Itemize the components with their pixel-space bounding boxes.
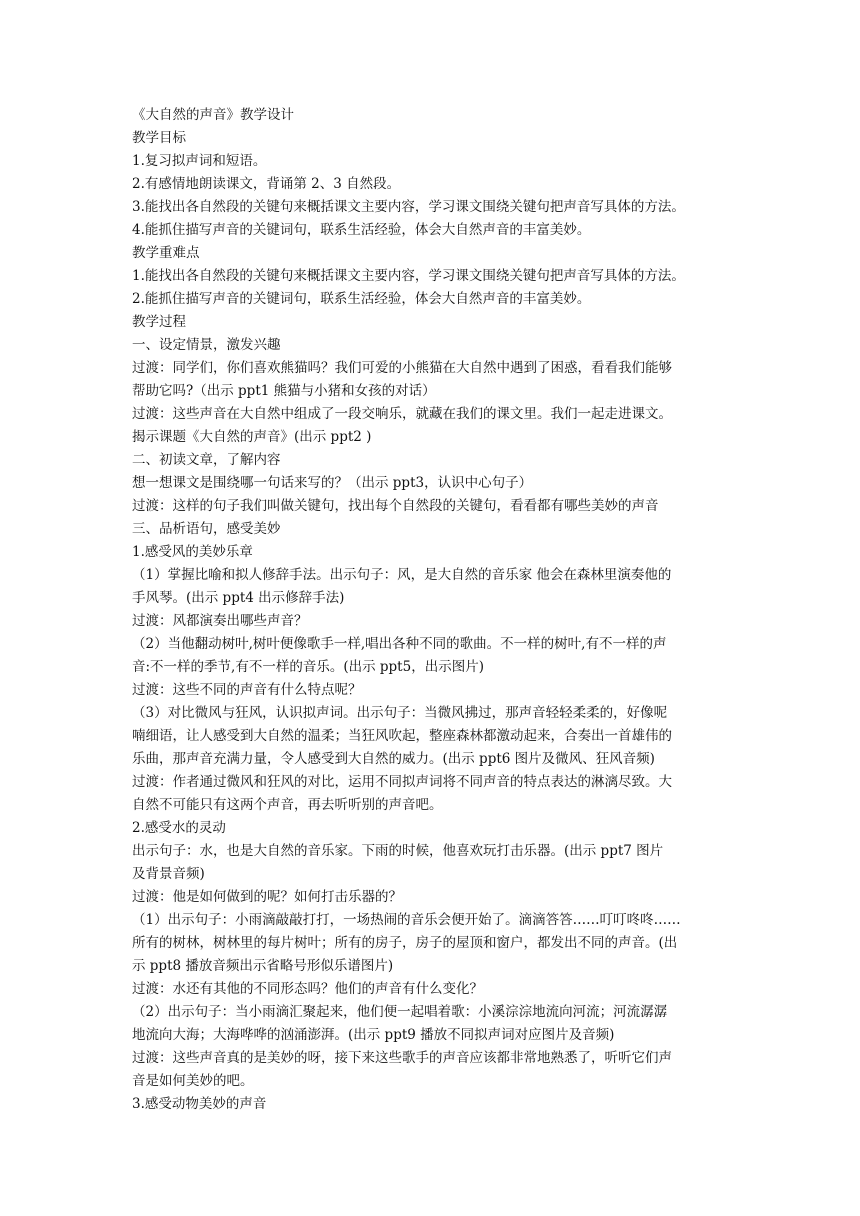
text-line: 手风琴。(出示 ppt4 出示修辞手法): [132, 590, 345, 606]
section-heading: 教学过程: [132, 314, 186, 330]
text-line: 2.有感情地朗读课文，背诵第 2、3 自然段。: [132, 176, 401, 192]
subsection-heading: 一、设定情景，激发兴趣: [132, 337, 281, 353]
text-line: 1.复习拟声词和短语。: [132, 153, 267, 169]
text-line: 1.感受风的美妙乐章: [132, 544, 253, 560]
text-line: 过渡：他是如何做到的呢？如何打击乐器的？: [132, 889, 402, 905]
text-line: 过渡：同学们，你们喜欢熊猫吗？我们可爱的小熊猫在大自然中遇到了困惑，看看我们能够: [132, 360, 672, 376]
text-line: 过渡：作者通过微风和狂风的对比，运用不同拟声词将不同声音的特点表达的淋漓尽致。大: [132, 774, 672, 790]
text-line: 1.能找出各自然段的关键句来概括课文主要内容，学习课文围绕关键句把声音写具体的方法。: [132, 268, 685, 284]
text-line: 及背景音频): [132, 866, 205, 882]
text-line: 过渡：风都演奏出哪些声音？: [132, 613, 308, 629]
text-line: 音是如何美妙的吧。: [132, 1073, 254, 1089]
document-body: [132, 104, 742, 1116]
text-line: 揭示课题《大自然的声音》(出示 ppt2 ): [132, 429, 372, 445]
text-line: 3.能找出各自然段的关键句来概括课文主要内容，学习课文围绕关键句把声音写具体的方法。: [132, 199, 685, 215]
text-line: 2.感受水的灵动: [132, 820, 226, 836]
text-line: （2）当他翻动树叶,树叶便像歌手一样,唱出各种不同的歌曲。不一样的树叶,有不一样的声: [132, 636, 667, 652]
subsection-heading: 二、初读文章，了解内容: [132, 452, 281, 468]
text-line: 过渡：水还有其他的不同形态吗？他们的声音有什么变化？: [132, 981, 483, 997]
text-line: 所有的树林，树林里的每片树叶；所有的房子，房子的屋顶和窗户，都发出不同的声音。(出: [132, 935, 678, 951]
text-line: （1）掌握比喻和拟人修辞手法。出示句子：风，是大自然的音乐家 他会在森林里演奏他的: [132, 567, 672, 583]
text-line: 过渡：这些声音在大自然中组成了一段交响乐，就藏在我们的课文里。我们一起走进课文。: [132, 406, 672, 422]
document-title: 《大自然的声音》教学设计: [132, 107, 294, 123]
text-line: 4.能抓住描写声音的关键词句，联系生活经验，体会大自然声音的丰富美妙。: [132, 222, 591, 238]
text-line: 3.感受动物美妙的声音: [132, 1096, 267, 1112]
text-line: 出示句子：水，也是大自然的音乐家。下雨的时候，他喜欢玩打击乐器。(出示 ppt7 图片: [132, 843, 664, 859]
text-line: 过渡：这些不同的声音有什么特点呢？: [132, 682, 362, 698]
text-line: 2.能抓住描写声音的关键词句，联系生活经验，体会大自然声音的丰富美妙。: [132, 291, 591, 307]
text-line: 过渡：这样的句子我们叫做关键句，找出每个自然段的关键句，看看都有哪些美妙的声音: [132, 498, 659, 514]
text-line: 过渡：这些声音真的是美妙的呀，接下来这些歌手的声音应该都非常地熟悉了，听听它们声: [132, 1050, 672, 1066]
section-heading: 教学重难点: [132, 245, 200, 261]
text-line: 乐曲，那声音充满力量，令人感受到大自然的威力。(出示 ppt6 图片及微风、狂风音频): [132, 751, 655, 767]
text-line: 喃细语，让人感受到大自然的温柔；当狂风吹起，整座森林都激动起来，合奏出一首雄伟的: [132, 728, 672, 744]
text-line: 想一想课文是围绕哪一句话来写的？（出示 ppt3，认识中心句子）: [132, 475, 533, 491]
text-line: 自然不可能只有这两个声音，再去听听别的声音吧。: [132, 797, 443, 813]
text-line: （1）出示句子：小雨滴敲敲打打，一场热闹的音乐会便开始了。滴滴答答……叮叮咚咚……: [132, 912, 681, 928]
subsection-heading: 三、品析语句，感受美妙: [132, 521, 281, 537]
text-line: （3）对比微风与狂风，认识拟声词。出示句子：当微风拂过，那声音轻轻柔柔的，好像呢: [132, 705, 668, 721]
text-line: （2）出示句子：当小雨滴汇聚起来，他们便一起唱着歌：小溪淙淙地流向河流；河流潺潺: [132, 1004, 668, 1020]
text-line: 帮助它吗?（出示 ppt1 熊猫与小猪和女孩的对话）: [132, 383, 436, 399]
text-line: 地流向大海；大海哗哗的汹涌澎湃。(出示 ppt9 播放不同拟声词对应图片及音频): [132, 1027, 615, 1043]
text-line: 示 ppt8 播放音频出示省略号形似乐谱图片): [132, 958, 394, 974]
text-line: 音:不一样的季节,有不一样的音乐。(出示 ppt5，出示图片): [132, 659, 484, 675]
section-heading: 教学目标: [132, 130, 186, 146]
